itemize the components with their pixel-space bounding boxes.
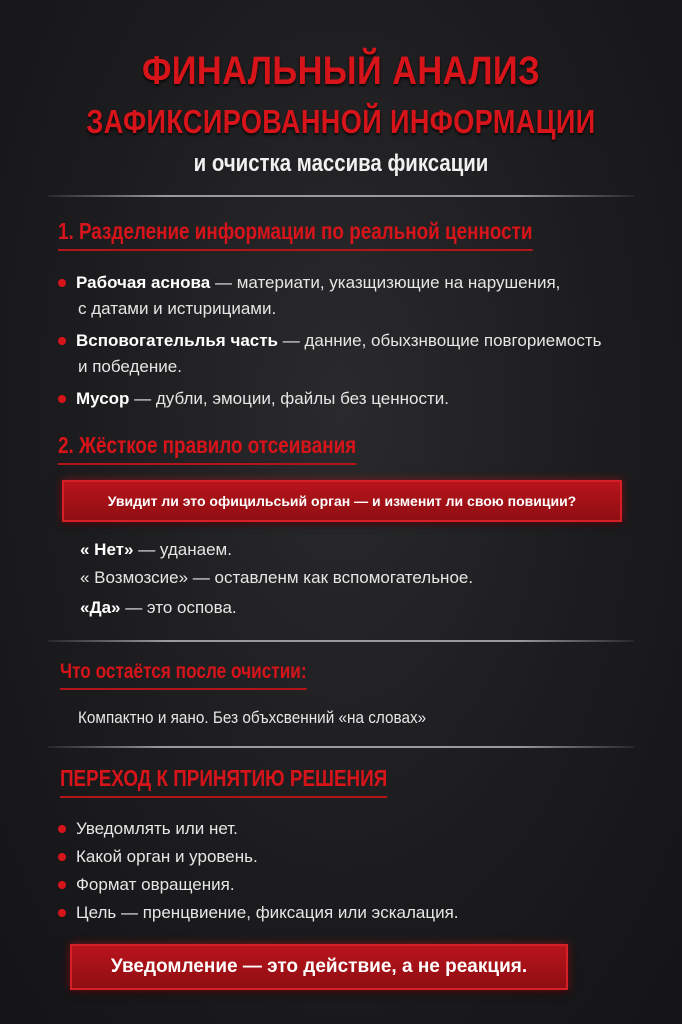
list-item <box>58 844 618 870</box>
answer-term: « Возмозсие» <box>80 568 189 587</box>
title-line-2: ЗАФИКСИРОВАННОЙ ИНФОРМАЦИИ <box>86 103 596 140</box>
section4-heading: ПЕРЕХОД К ПРИНЯТИЮ РЕШЕНИЯ <box>60 765 387 798</box>
conclusion-box: Уведомление — это действие, а не реакция. <box>70 944 568 990</box>
section3-heading: Что остаётся после очистии: <box>60 660 307 690</box>
answer-term: « Нет» <box>80 540 134 559</box>
list-item <box>58 386 638 412</box>
divider <box>48 195 634 197</box>
subtitle: и очистка массива фиксации <box>193 150 489 177</box>
list-item <box>58 270 638 322</box>
item-term: Всповогательлья часть <box>76 331 279 350</box>
list-item <box>58 328 638 380</box>
item-text: Уведомлять или нет. <box>76 819 238 838</box>
list-item <box>58 900 618 926</box>
section1-list <box>58 270 638 412</box>
title-line-1: ФИНАЛЬНЫЙ АНАЛИЗ <box>141 49 541 93</box>
bullet-dot-icon <box>58 853 66 861</box>
item-text: — дубли, эмоции, файлы без ценности. <box>129 389 449 408</box>
bullet-dot-icon <box>58 881 66 889</box>
section1-heading: 1. Разделение информации по реальной ценности <box>58 218 532 251</box>
answer-term: «Да» <box>80 598 121 617</box>
item-text: — материати, указщизющие на нарушения, <box>210 273 561 292</box>
question-box: Увидит ли это официльсьий орган — и изменит ли свою повиции? <box>62 480 622 522</box>
item-text: Цель — пренцвиение, фиксация или эскалация. <box>76 903 459 922</box>
section2-heading: 2. Жёсткое правило отсеивания <box>58 432 356 465</box>
answer-maybe <box>80 568 473 588</box>
section3-text: Компактно и яано. Без объхсвенний «на словах» <box>78 708 427 727</box>
item-text: — данние, обыхзнвощие повгориемость <box>278 331 602 350</box>
answer-yes <box>80 598 237 618</box>
answer-no <box>80 540 232 560</box>
bullet-dot-icon <box>58 909 66 917</box>
bullet-dot-icon <box>58 279 66 287</box>
divider <box>48 746 634 748</box>
item-continuation: с датами и истuрициами. <box>78 299 277 318</box>
item-term: Мусор <box>76 389 130 408</box>
answer-text: — оставленм как вспомогательное. <box>188 568 474 587</box>
answer-text: — уданаем. <box>133 540 232 559</box>
divider <box>48 640 634 642</box>
bullet-dot-icon <box>58 825 66 833</box>
item-text: Какой орган и уровень. <box>76 847 258 866</box>
bullet-dot-icon <box>58 395 66 403</box>
answer-text: — это оспова. <box>120 598 237 617</box>
list-item <box>58 816 618 842</box>
item-continuation: и победение. <box>78 357 182 376</box>
bullet-dot-icon <box>58 337 66 345</box>
item-text: Формат овращения. <box>76 875 235 894</box>
section4-list <box>58 816 618 926</box>
list-item <box>58 872 618 898</box>
item-term: Рабочая аснова <box>76 273 211 292</box>
